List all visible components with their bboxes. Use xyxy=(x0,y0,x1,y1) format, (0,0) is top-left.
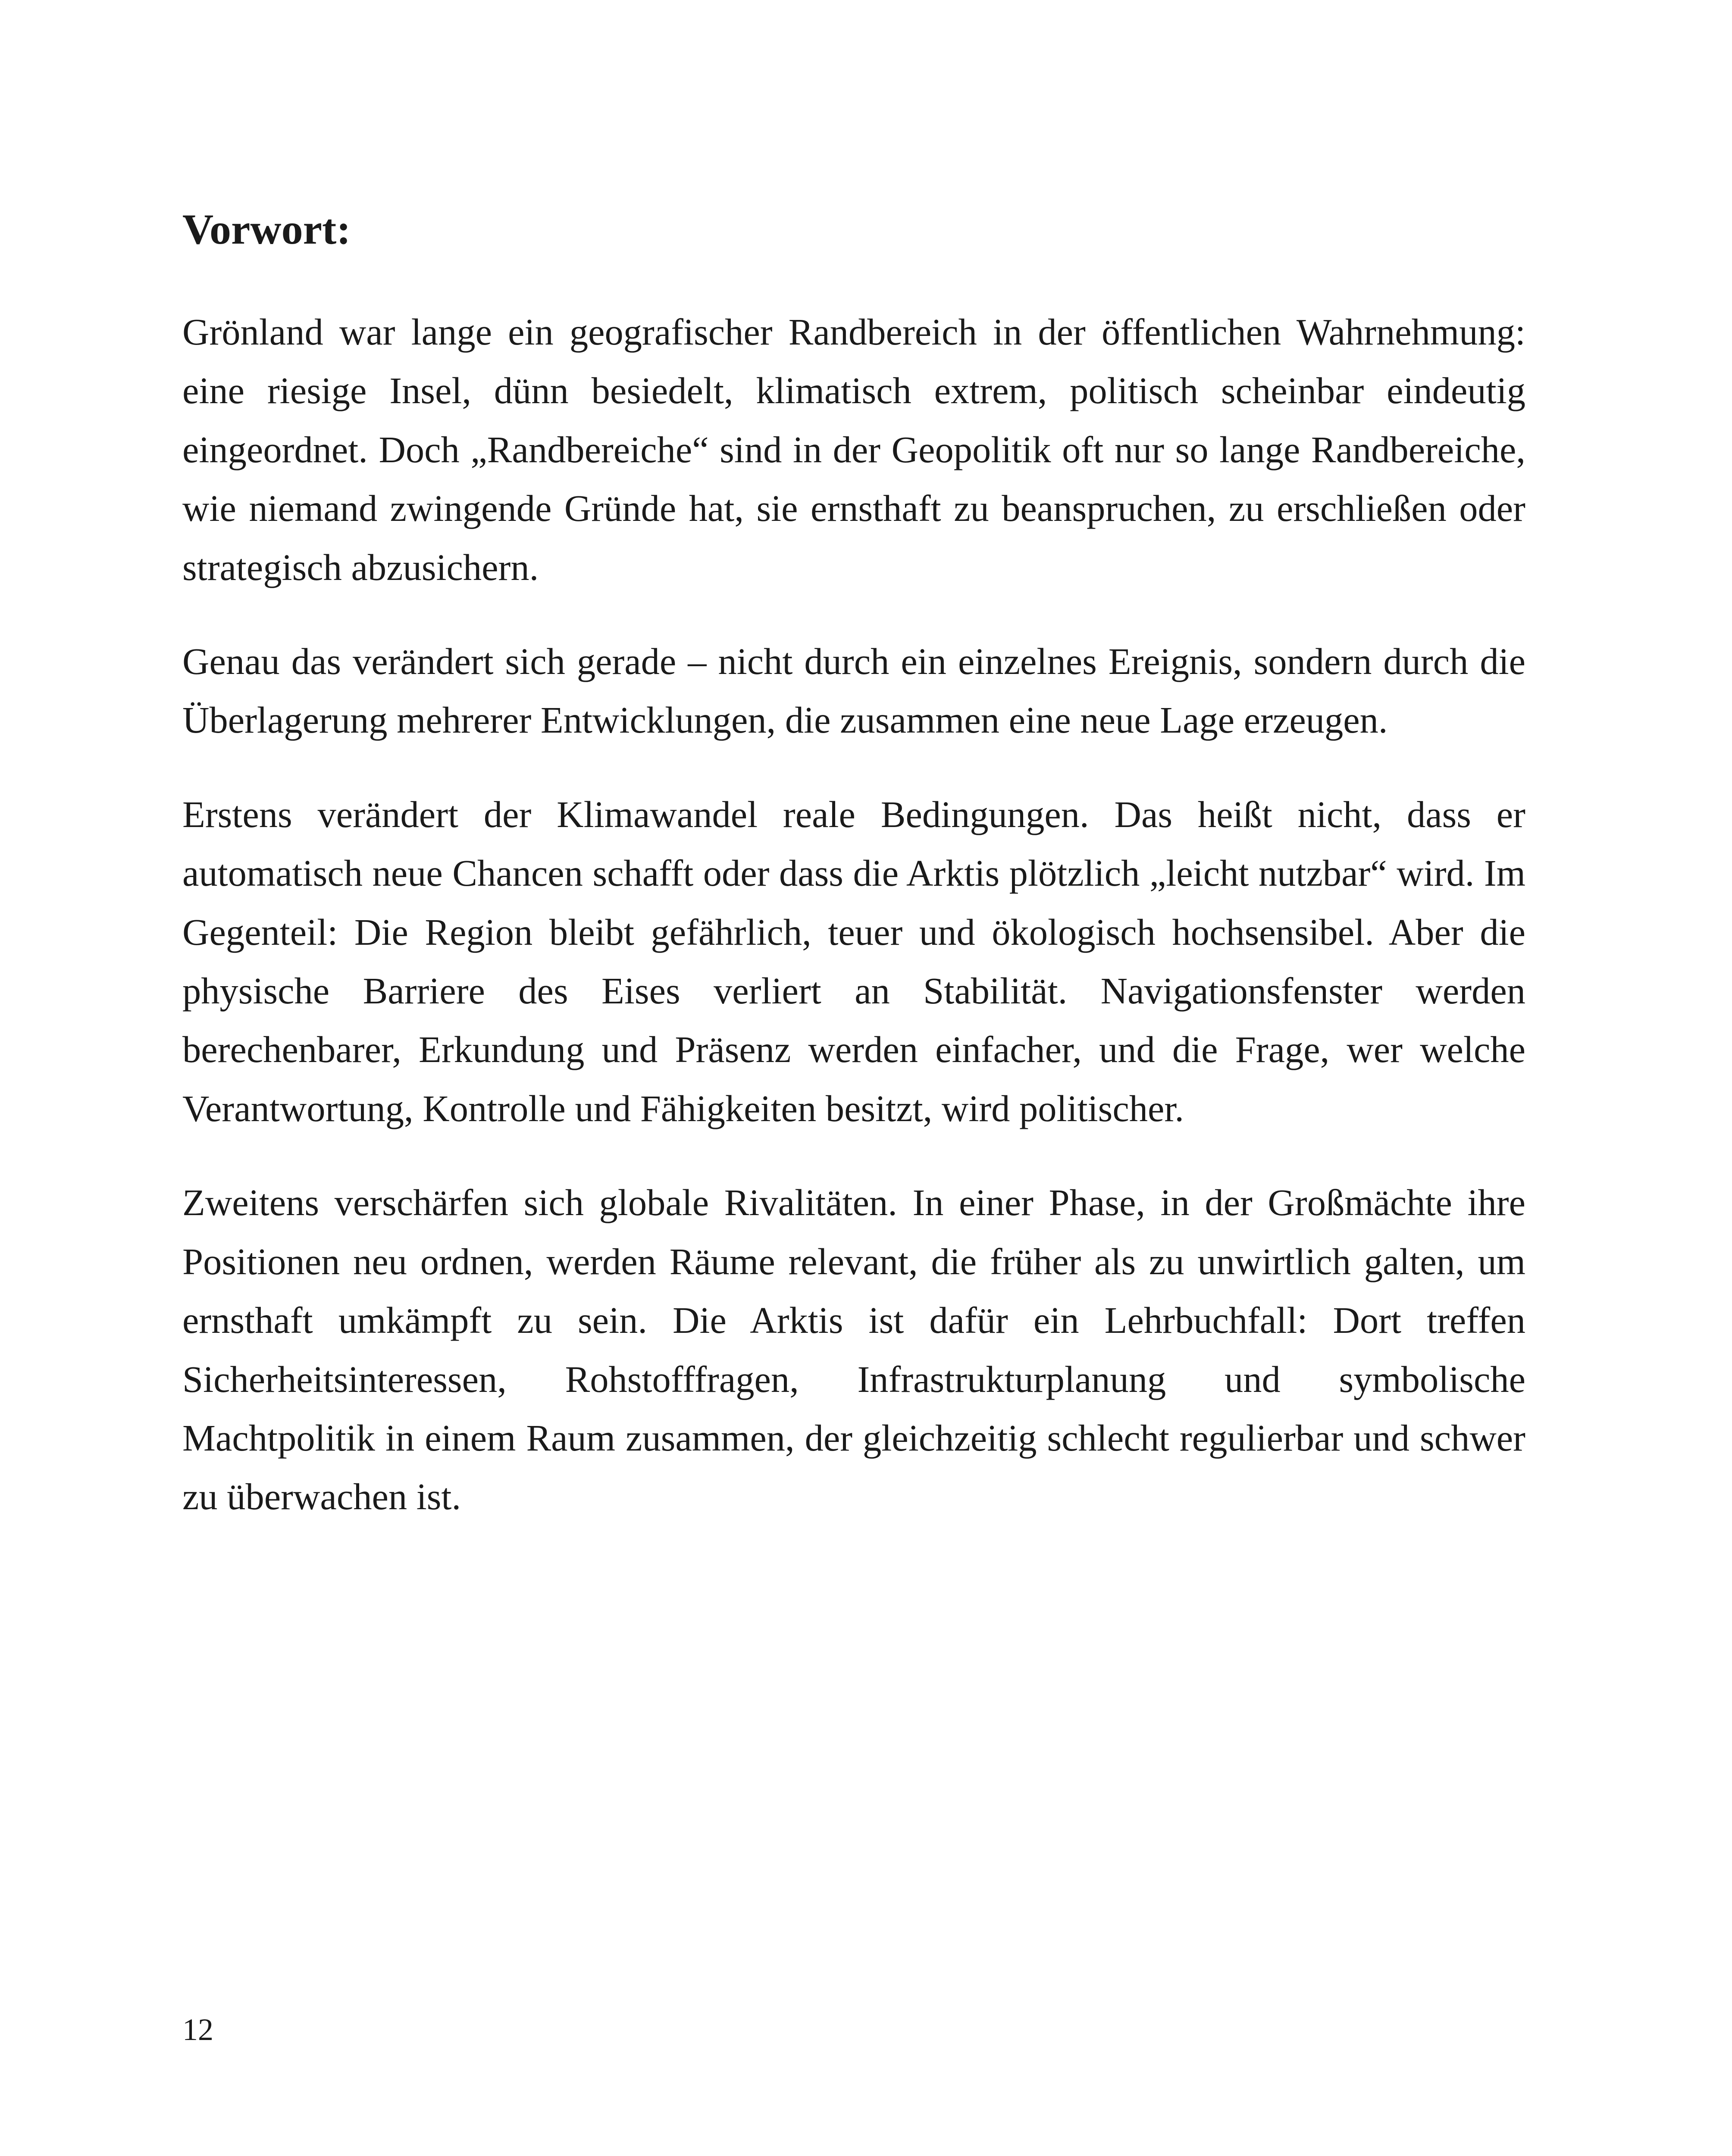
body-text xyxy=(182,303,1525,1562)
page-number: 12 xyxy=(182,2012,213,2047)
paragraph-1: Grönland war lange ein geografischer Randbereich in der öffentlichen Wahrnehmung: eine riesige Insel, dünn besiedelt, klimatisch extrem, politisch scheinbar eindeutig eingeordnet. Doch „Randbereiche“ sind in der Geopolitik oft nur so lange Randbereiche, wie niemand zwingende Gründe hat, sie ernsthaft zu beanspruchen, zu erschließen oder strategisch abzusichern. xyxy=(182,311,1525,588)
paragraph-2: Genau das verändert sich gerade – nicht durch ein einzelnes Ereignis, sondern durch die Überlagerung mehrerer Entwicklungen, die zusammen eine neue Lage erzeugen. xyxy=(182,641,1525,741)
paragraph-4: Zweitens verschärfen sich globale Rivalitäten. In einer Phase, in der Großmächte ihre Positionen neu ordnen, werden Räume relevant, die früher als zu unwirtlich galten, um ernsthaft umkämpft zu sein. Die Arktis ist dafür ein Lehrbuchfall: Dort treffen Sicherheitsinteressen, Rohstofffragen, Infrastrukturplanung und symbolische Machtpolitik in einem Raum zusammen, der gleichzeitig schlecht regulierbar und schwer zu überwachen ist. xyxy=(182,1182,1525,1518)
paragraph-3: Erstens verändert der Klimawandel reale Bedingungen. Das heißt nicht, dass er automatisch neue Chancen schafft oder dass die Arktis plötzlich „leicht nutzbar“ wird. Im Gegenteil: Die Region bleibt gefährlich, teuer und ökologisch hochsensibel. Aber die physische Barriere des Eises verliert an Stabilität. Navigationsfenster werden berechenbarer, Erkundung und Präsenz werden einfacher, und die Frage, wer welche Verantwortung, Kontrolle und Fähigkeiten besitzt, wird politischer. xyxy=(182,793,1525,1129)
page-heading: Vorwort: xyxy=(182,205,351,253)
